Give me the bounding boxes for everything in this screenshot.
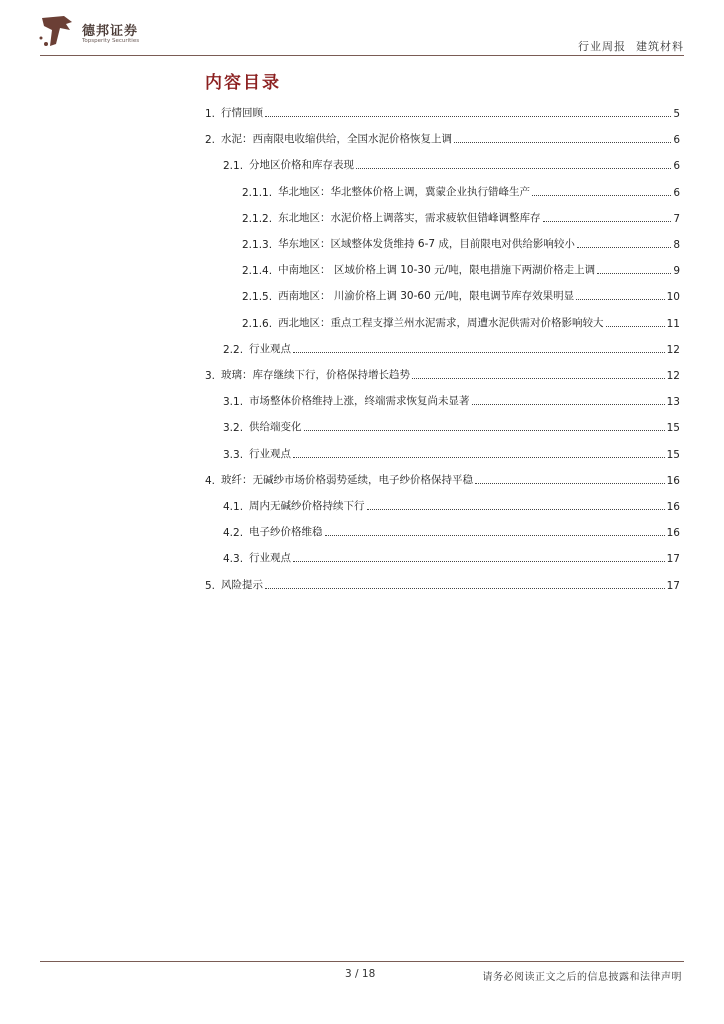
toc-entry[interactable]	[242, 209, 680, 225]
toc-entry-label: 水泥：西南限电收缩供给，全国水泥价格恢复上调	[221, 133, 453, 146]
toc-entry[interactable]	[223, 549, 680, 565]
toc-entry-page: 13	[666, 396, 680, 409]
toc-entry[interactable]	[223, 445, 680, 461]
toc-leader-dots	[543, 221, 672, 222]
toc-leader-dots	[325, 535, 665, 536]
toc-leader-dots	[577, 247, 671, 248]
toc-leader-dots	[597, 273, 671, 274]
toc-entry-page: 11	[666, 317, 680, 330]
toc-entry-label: 分地区价格和库存表现	[249, 159, 355, 172]
toc-entry-page: 10	[666, 291, 680, 304]
toc-entry-label: 玻纤：无碱纱市场价格弱势延续，电子纱价格保持平稳	[221, 473, 474, 486]
toc-entry-label: 供给端变化	[249, 421, 302, 434]
toc-entry-page: 6	[673, 186, 680, 199]
toc-entry-number: 2.1.3.	[242, 239, 273, 251]
disclaimer-note: 请务必阅读正文之后的信息披露和法律声明	[482, 972, 682, 983]
toc-entry-number: 4.3.	[223, 553, 244, 566]
toc-entry-number: 2.1.2.	[242, 212, 273, 225]
toc-entry-label: 行业观点	[249, 552, 292, 565]
toc-entry-number: 5.	[205, 579, 216, 592]
toc-entry[interactable]	[223, 523, 680, 539]
toc-entry-page: 16	[666, 501, 680, 513]
toc-entry[interactable]	[223, 392, 680, 408]
toc-entry-label: 行情回顾	[221, 107, 264, 119]
brand-name-cn: 德邦证券	[82, 24, 139, 39]
toc-entry[interactable]	[223, 156, 680, 172]
toc-leader-dots	[606, 326, 665, 327]
toc-leader-dots	[454, 142, 671, 143]
toc-entry-label: 行业观点	[249, 447, 292, 460]
toc-entry[interactable]	[242, 235, 680, 251]
toc-entry-label: 西北地区：重点工程支撑兰州水泥需求，周遭水泥供需对价格影响较大	[278, 316, 604, 329]
toc-entry-page: 5	[673, 108, 680, 120]
toc-entry-page: 17	[666, 553, 680, 566]
toc-entry-page: 7	[673, 212, 680, 225]
toc-entry-number: 3.	[205, 370, 216, 382]
toc-entry-label: 周内无碱纱价格持续下行	[249, 500, 365, 512]
toc-entry-page: 6	[673, 160, 680, 173]
toc-entry-label: 行业观点	[249, 342, 292, 355]
toc-entry[interactable]	[242, 183, 680, 199]
toc-entry-label: 中南地区： 区域价格上调 10-30 元/吨，限电措施下两湖价格走上调	[278, 264, 596, 277]
toc-entry-number: 3.3.	[223, 448, 244, 461]
logo-mark-icon	[38, 14, 78, 50]
toc-leader-dots	[293, 457, 665, 458]
toc-leader-dots	[356, 168, 671, 169]
toc-entry[interactable]	[223, 340, 680, 356]
footer-divider	[40, 961, 684, 962]
page-number: 3 / 18	[345, 968, 376, 980]
toc-entry[interactable]	[242, 261, 680, 277]
toc-entry[interactable]	[223, 497, 680, 513]
toc-entry-page: 12	[666, 343, 680, 356]
toc-leader-dots	[576, 299, 665, 300]
toc-entry[interactable]	[205, 104, 680, 120]
toc-entry-page: 15	[666, 448, 680, 461]
toc-entry-page: 8	[673, 239, 680, 251]
toc-entry-number: 2.2.	[223, 343, 244, 356]
toc-entry-label: 东北地区：水泥价格上调落实，需求疲软但错峰调整库存	[278, 211, 541, 224]
toc-leader-dots	[265, 116, 671, 117]
toc-entry-number: 1.	[205, 108, 216, 120]
toc-entry-label: 西南地区： 川渝价格上调 30-60 元/吨，限电调节库存效果明显	[278, 290, 575, 303]
toc-entry-number: 4.	[205, 474, 216, 487]
toc-entry-page: 17	[666, 579, 680, 592]
toc-entry-label: 风险提示	[221, 578, 264, 591]
toc-entry[interactable]	[205, 471, 680, 487]
toc-leader-dots	[304, 430, 665, 431]
toc-entry-label: 华东地区：区域整体发货维持 6-7 成，目前限电对供给影响较小	[278, 238, 575, 250]
toc-title: 内容目录	[205, 73, 281, 93]
toc-leader-dots	[412, 378, 665, 379]
toc-entry-page: 12	[666, 370, 680, 382]
toc-entry-page: 9	[673, 265, 680, 278]
toc-leader-dots	[293, 352, 665, 353]
toc-entry[interactable]	[242, 314, 680, 330]
toc-entry-label: 市场整体价格维持上涨，终端需求恢复尚未显著	[249, 395, 470, 408]
toc-entry-page: 16	[666, 474, 680, 487]
toc-entry-number: 3.2.	[223, 422, 244, 435]
toc-leader-dots	[532, 195, 671, 196]
toc-entry-number: 2.1.	[223, 160, 244, 173]
toc-leader-dots	[475, 483, 665, 484]
sector-name: 建筑材料	[636, 40, 684, 53]
header-divider	[40, 55, 684, 56]
brand-name-en: Topsperity Securities	[82, 38, 140, 44]
toc-leader-dots	[293, 561, 665, 562]
toc-entry-page: 15	[666, 422, 680, 435]
toc-entry-number: 2.1.4.	[242, 265, 273, 278]
toc-leader-dots	[472, 404, 665, 405]
toc-leader-dots	[265, 588, 665, 589]
toc-entry-number: 4.1.	[223, 501, 244, 513]
toc-entry-label: 电子纱价格维稳	[249, 526, 323, 539]
company-logo	[38, 14, 168, 52]
toc-entry[interactable]	[223, 418, 680, 434]
toc-entry-number: 2.	[205, 134, 216, 147]
toc-entry-label: 华北地区：华北整体价格上调，冀蒙企业执行错峰生产	[278, 185, 531, 198]
toc-entry-page: 16	[666, 527, 680, 540]
toc-entry-number: 2.1.6.	[242, 317, 273, 330]
toc-entry-label: 玻璃：库存继续下行，价格保持增长趋势	[221, 369, 411, 381]
report-type: 行业周报	[578, 40, 626, 53]
toc-entry-number: 2.1.1.	[242, 186, 273, 199]
toc-leader-dots	[367, 509, 665, 510]
toc-entry[interactable]	[242, 287, 680, 303]
toc-entry-number: 2.1.5.	[242, 291, 273, 304]
toc-entry-page: 6	[673, 134, 680, 147]
toc-entry[interactable]	[205, 576, 680, 592]
toc-entry[interactable]	[205, 130, 680, 146]
toc-entry-number: 3.1.	[223, 396, 244, 409]
header-category	[578, 38, 684, 54]
toc-entry[interactable]	[205, 366, 680, 382]
toc-entry-number: 4.2.	[223, 527, 244, 540]
